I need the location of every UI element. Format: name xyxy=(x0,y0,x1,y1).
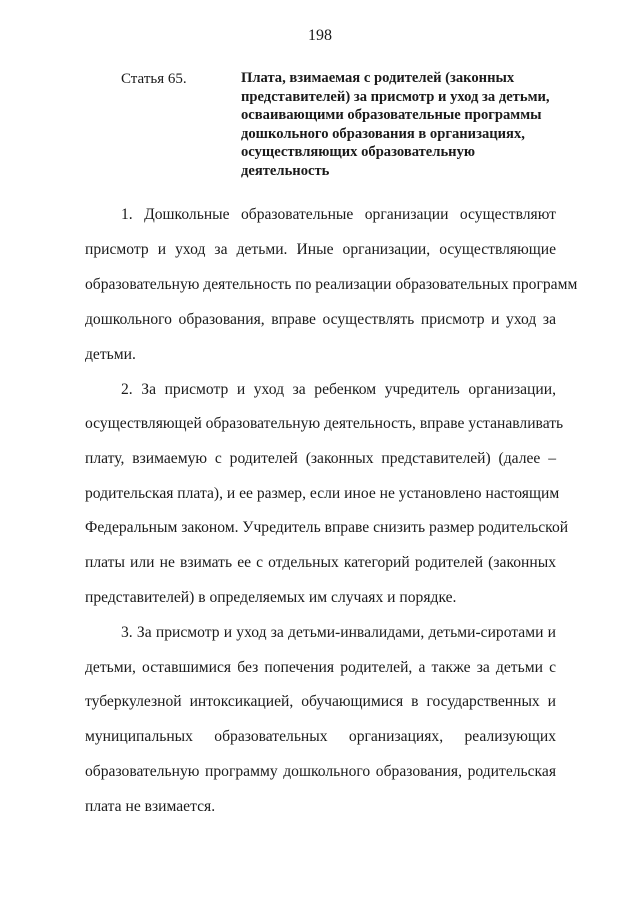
paragraph-line: детьми, оставшимися без попечения родителей, а также за детьми с xyxy=(85,659,556,676)
article-title xyxy=(241,69,581,181)
article-title-line: представителей) за присмотр и уход за детьми, xyxy=(241,88,550,105)
paragraph-line: образовательную деятельность по реализации образовательных программ xyxy=(85,276,578,293)
paragraph-line: дошкольного образования, вправе осуществлять присмотр и уход за xyxy=(85,311,556,328)
paragraph-line: образовательную программу дошкольного образования, родительская xyxy=(85,763,556,780)
page-number: 198 xyxy=(308,27,332,44)
paragraph-line: муниципальных образовательных организациях, реализующих xyxy=(85,728,556,745)
article-title-line: осваивающими образовательные программы xyxy=(241,107,542,124)
article-label: Статья 65. xyxy=(121,71,187,87)
article-title-line: дошкольного образования в организациях, xyxy=(241,125,525,142)
article-title-line: осуществляющих образовательную xyxy=(241,144,476,161)
paragraph-line: туберкулезной интоксикацией, обучающимися в государственных и xyxy=(85,693,556,710)
article-title-line: деятельность xyxy=(241,162,330,179)
paragraph-line: плата не взимается. xyxy=(85,798,216,815)
paragraph-line: 3. За присмотр и уход за детьми-инвалидами, детьми-сиротами и xyxy=(121,624,556,641)
paragraph-line: плату, взимаемую с родителей (законных представителей) (далее – xyxy=(85,450,556,467)
paragraph-line: 2. За присмотр и уход за ребенком учредитель организации, xyxy=(121,381,556,398)
paragraph-line: осуществляющей образовательную деятельность, вправе устанавливать xyxy=(85,415,564,432)
paragraph-line: родительская плата), и ее размер, если иное не установлено настоящим xyxy=(85,485,560,502)
paragraph-line: платы или не взимать ее с отдельных категорий родителей (законных xyxy=(85,554,556,571)
paragraph-line: представителей) в определяемых им случаях и порядке. xyxy=(85,589,457,606)
paragraph-line: присмотр и уход за детьми. Иные организации, осуществляющие xyxy=(85,241,556,258)
paragraph-line: детьми. xyxy=(85,346,136,363)
paragraph-line: Федеральным законом. Учредитель вправе снизить размер родительской xyxy=(85,519,569,536)
paragraph-line: 1. Дошкольные образовательные организации осуществляют xyxy=(121,206,556,223)
article-title-line: Плата, взимаемая с родителей (законных xyxy=(241,70,515,86)
